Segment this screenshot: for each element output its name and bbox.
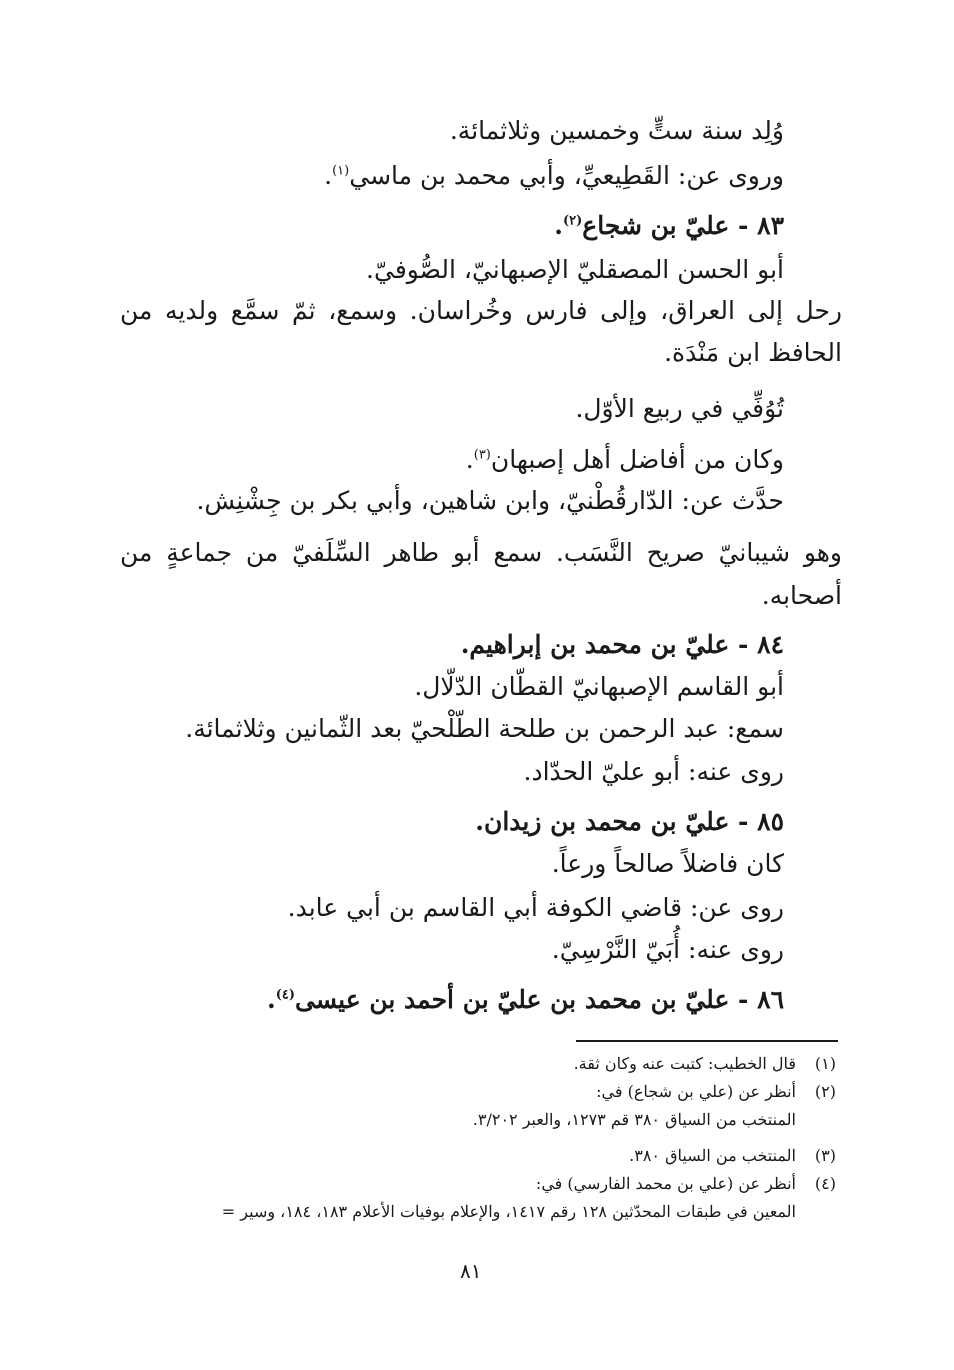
entry-84-narrators-line: روى عنه: أبو عليّ الحدّاد. (523, 757, 784, 786)
entry-85-heading: ٨٥ - عليّ بن محمد بن زيدان. (475, 807, 784, 836)
footnote-number: (١) (814, 1054, 836, 1073)
entry-85-narrated-line: روى عن: قاضي الكوفة أبي القاسم بن أبي عابد. (287, 893, 784, 922)
footnote-number: (٣) (814, 1146, 836, 1165)
entry-83-travel-line-cont: الحافظ ابن مَنْدَة. (664, 338, 842, 367)
footnote-ref-3[interactable]: (٣) (473, 447, 491, 463)
entry-84-kunya-line: أبو القاسم الإصبهانيّ القطّان الدّلّال. (414, 672, 784, 701)
footnote-2-cont: المنتخب من السياق ٣٨٠ قم ١٢٧٣، والعبر ٣/٢٠٢. (472, 1110, 796, 1129)
entry-83-lineage-line: وهو شيبانيّ صريح النَّسَب. سمع أبو طاهر السِّلَفيّ من جماعةٍ من (120, 538, 842, 567)
footnote-separator (576, 1040, 838, 1042)
entry-86-heading: ٨٦ - عليّ بن محمد بن عليّ بن أحمد بن عيسى$^{(٤)}$. (267, 985, 784, 1014)
entry-83-heading: ٨٣ - عليّ بن شجاع$^{(٢)}$. (554, 211, 784, 240)
entry-83-lineage-line-cont: أصحابه. (761, 581, 842, 610)
footnote-4-cont: المعين في طبقات المحدّثين ١٢٨ رقم ١٤١٧، والإعلام بوفيات الأعلام ١٨٣، ١٨٤، وسير = (221, 1202, 796, 1221)
entry-85-narrators-line: روى عنه: أُبَيّ النَّرْسِيّ. (551, 935, 784, 964)
entry-83-virtue-line: وكان من أفاضل أهل إصبهان$^{(٣)}$. (465, 445, 784, 474)
entry-83-kunya-line: أبو الحسن المصقليّ الإصبهانيّ، الصُّوفيّ. (366, 255, 784, 284)
footnote-number: (٢) (814, 1082, 836, 1101)
footnote-3: (٣)المنتخب من السياق ٣٨٠. (629, 1144, 836, 1168)
entry-85-description-line: كان فاضلاً صالحاً ورعاً. (551, 849, 784, 878)
entry-84-heard-line: سمع: عبد الرحمن بن طلحة الطّلْحيّ بعد الثّمانين وثلاثمائة. (185, 714, 784, 743)
footnote-ref-1[interactable]: (١) (332, 163, 350, 179)
entry-83-travel-line: رحل إلى العراق، وإلى فارس وخُراسان. وسمع، ثمّ سمَّع ولديه من (120, 296, 842, 325)
footnote-1: (١)قال الخطيب: كتبت عنه وكان ثقة. (574, 1052, 836, 1076)
footnote-4: (٤)أنظر عن (علي بن محمد الفارسي) في: (536, 1172, 836, 1196)
entry-83-death-line: تُوُفِّي في ربيع الأوّل. (575, 394, 784, 423)
page-number: ٨١ (460, 1259, 482, 1283)
entry-84-heading: ٨٤ - عليّ بن محمد بن إبراهيم. (460, 630, 784, 659)
footnote-ref-2[interactable]: (٢) (563, 213, 583, 229)
entry-83-narrated-line: حدَّث عن: الدّارقُطْنيّ، وابن شاهين، وأبي بكر بن جِشْنِش. (196, 486, 784, 515)
footnote-ref-4[interactable]: (٤) (275, 987, 296, 1003)
prev-entry-birth-line: وُلِد سنة ستٍّ وخمسين وثلاثمائة. (449, 116, 784, 145)
footnote-2: (٢)أنظر عن (علي بن شجاع) في: (596, 1080, 836, 1104)
footnote-number: (٤) (814, 1174, 836, 1193)
prev-entry-narrated-line: وروى عن: القَطِيعيِّ، وأبي محمد بن ماسي$^{(١)}$. (324, 161, 784, 190)
